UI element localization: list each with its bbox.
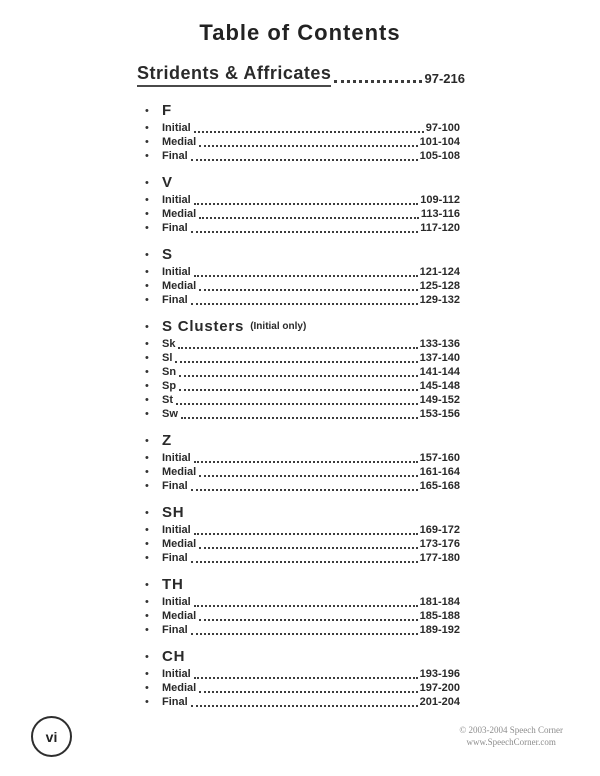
entry-label: Medial	[162, 466, 197, 478]
dot-leader	[199, 547, 417, 549]
toc-section	[145, 433, 460, 493]
bullet-icon: •	[145, 222, 149, 234]
dot-leader	[191, 705, 418, 707]
entry-label: Medial	[162, 280, 197, 292]
dot-leader	[334, 80, 421, 83]
entry-label: Sk	[162, 338, 176, 350]
entry-pages: 109-112	[420, 194, 460, 206]
dot-leader	[199, 691, 417, 693]
toc-section	[145, 319, 460, 421]
entry-label: Initial	[162, 668, 191, 680]
bullet-icon: •	[145, 380, 149, 392]
bullet-icon: •	[145, 480, 149, 492]
bullet-icon: •	[145, 280, 149, 292]
entry-pages: 105-108	[419, 150, 460, 162]
entry-pages: 125-128	[419, 280, 460, 292]
copyright-line2: www.SpeechCorner.com	[466, 737, 556, 748]
dot-leader	[178, 347, 417, 349]
bullet-icon: •	[145, 366, 149, 378]
entry-pages: 145-148	[419, 380, 460, 392]
bullet-icon: •	[145, 507, 149, 519]
copyright-line1: © 2003-2004 Speech Corner	[459, 725, 563, 735]
entry-label: Final	[162, 696, 188, 708]
toc-entry	[145, 135, 460, 149]
section-header	[145, 175, 460, 191]
entry-pages: 121-124	[419, 266, 460, 278]
dot-leader	[199, 475, 417, 477]
dot-leader	[194, 131, 424, 133]
bullet-icon: •	[145, 452, 149, 464]
toc-entry	[145, 207, 460, 221]
toc-entry	[145, 365, 460, 379]
copyright	[459, 724, 563, 748]
page-number-badge	[31, 716, 72, 757]
section-header	[145, 103, 460, 119]
section-header	[145, 319, 460, 335]
toc-section	[145, 103, 460, 163]
toc-entry	[145, 279, 460, 293]
toc-heading-label: Stridents & Affricates	[137, 63, 331, 87]
toc-entry	[145, 681, 460, 695]
toc-entry	[145, 293, 460, 307]
toc-entry	[145, 465, 460, 479]
entry-label: Medial	[162, 610, 197, 622]
entry-pages: 169-172	[419, 524, 460, 536]
bullet-icon: •	[145, 552, 149, 564]
section-header	[145, 247, 460, 263]
page-number: vi	[45, 728, 58, 745]
bullet-icon: •	[145, 696, 149, 708]
toc-section	[145, 649, 460, 709]
entry-label: Medial	[162, 538, 197, 550]
bullet-icon: •	[145, 352, 149, 364]
bullet-icon: •	[145, 408, 149, 420]
toc-section	[145, 175, 460, 235]
bullet-icon: •	[145, 524, 149, 536]
dot-leader	[191, 303, 418, 305]
entry-label: Sw	[162, 408, 178, 420]
entry-pages: 101-104	[419, 136, 460, 148]
toc-entry	[145, 221, 460, 235]
toc-entry	[145, 379, 460, 393]
entry-pages: 189-192	[419, 624, 460, 636]
toc-entry	[145, 695, 460, 709]
toc-entry	[145, 479, 460, 493]
entry-label: Final	[162, 480, 188, 492]
bullet-icon: •	[145, 579, 149, 591]
section-title: TH	[162, 576, 184, 593]
bullet-icon: •	[145, 294, 149, 306]
toc-entry	[145, 609, 460, 623]
dot-leader	[194, 203, 419, 205]
toc-sections	[145, 103, 460, 709]
dot-leader	[194, 461, 418, 463]
page-title: Table of Contents	[199, 20, 401, 45]
dot-leader	[191, 159, 418, 161]
entry-label: Final	[162, 294, 188, 306]
bullet-icon: •	[145, 208, 149, 220]
section-title: V	[162, 174, 173, 191]
toc-entry	[145, 149, 460, 163]
entry-label: Initial	[162, 266, 191, 278]
entry-pages: 141-144	[419, 366, 460, 378]
entry-label: Initial	[162, 194, 191, 206]
dot-leader	[191, 561, 418, 563]
dot-leader	[191, 633, 418, 635]
bullet-icon: •	[145, 194, 149, 206]
entry-pages: 133-136	[419, 338, 460, 350]
dot-leader	[194, 677, 418, 679]
toc-entry	[145, 537, 460, 551]
entry-label: Medial	[162, 682, 197, 694]
entry-label: Initial	[162, 452, 191, 464]
entry-pages: 137-140	[419, 352, 460, 364]
dot-leader	[191, 489, 418, 491]
entry-label: Final	[162, 624, 188, 636]
entry-pages: 201-204	[419, 696, 460, 708]
bullet-icon: •	[145, 177, 149, 189]
bullet-icon: •	[145, 105, 149, 117]
dot-leader	[191, 231, 419, 233]
dot-leader	[179, 389, 418, 391]
bullet-icon: •	[145, 610, 149, 622]
bullet-icon: •	[145, 321, 149, 333]
bullet-icon: •	[145, 596, 149, 608]
dot-leader	[194, 533, 418, 535]
toc-entry	[145, 623, 460, 637]
bullet-icon: •	[145, 338, 149, 350]
entry-label: Medial	[162, 136, 197, 148]
bullet-icon: •	[145, 668, 149, 680]
bullet-icon: •	[145, 466, 149, 478]
section-title: S	[162, 246, 173, 263]
section-header	[145, 577, 460, 593]
toc-entry	[145, 551, 460, 565]
section-header	[145, 433, 460, 449]
entry-pages: 153-156	[419, 408, 460, 420]
entry-pages: 97-100	[425, 122, 460, 134]
dot-leader	[194, 605, 418, 607]
entry-label: Sp	[162, 380, 177, 392]
entry-pages: 165-168	[419, 480, 460, 492]
toc-entry	[145, 407, 460, 421]
entry-pages: 197-200	[419, 682, 460, 694]
dot-leader	[181, 417, 418, 419]
toc-entry	[145, 351, 460, 365]
entry-label: Initial	[162, 596, 191, 608]
bullet-icon: •	[145, 150, 149, 162]
bullet-icon: •	[145, 249, 149, 261]
bullet-icon: •	[145, 136, 149, 148]
toc-section	[145, 247, 460, 307]
section-header	[145, 505, 460, 521]
bullet-icon: •	[145, 651, 149, 663]
dot-leader	[176, 403, 418, 405]
section-header	[145, 649, 460, 665]
toc-section	[145, 505, 460, 565]
entry-label: Sl	[162, 352, 173, 364]
entry-pages: 177-180	[419, 552, 460, 564]
dot-leader	[175, 361, 417, 363]
toc-entry	[145, 523, 460, 537]
bullet-icon: •	[145, 435, 149, 447]
bullet-icon: •	[145, 682, 149, 694]
dot-leader	[179, 375, 418, 377]
entry-pages: 149-152	[419, 394, 460, 406]
entry-pages: 173-176	[419, 538, 460, 550]
dot-leader	[199, 289, 417, 291]
toc-entry	[145, 265, 460, 279]
bullet-icon: •	[145, 538, 149, 550]
toc-entry	[145, 451, 460, 465]
entry-pages: 181-184	[419, 596, 460, 608]
toc-entry	[145, 393, 460, 407]
bullet-icon: •	[145, 394, 149, 406]
bullet-icon: •	[145, 122, 149, 134]
entry-label: Final	[162, 150, 188, 162]
entry-pages: 117-120	[420, 222, 460, 234]
section-title: S Clusters	[162, 318, 245, 335]
bullet-icon: •	[145, 624, 149, 636]
toc-heading-pages: 97-216	[424, 71, 465, 86]
entry-pages: 113-116	[420, 208, 460, 220]
toc-entry	[145, 121, 460, 135]
entry-label: Initial	[162, 122, 191, 134]
section-title: Z	[162, 432, 172, 449]
toc-entry	[145, 667, 460, 681]
entry-label: Sn	[162, 366, 177, 378]
entry-pages: 161-164	[419, 466, 460, 478]
section-note: (Initial only)	[250, 321, 307, 332]
dot-leader	[199, 145, 417, 147]
entry-pages: 193-196	[419, 668, 460, 680]
bullet-icon: •	[145, 266, 149, 278]
section-title: F	[162, 102, 172, 119]
entry-label: Final	[162, 222, 188, 234]
toc-section	[145, 577, 460, 637]
section-title: SH	[162, 504, 185, 521]
toc-entry	[145, 337, 460, 351]
toc-entry	[145, 595, 460, 609]
section-title: CH	[162, 648, 186, 665]
entry-pages: 129-132	[419, 294, 460, 306]
toc-heading	[137, 63, 465, 87]
entry-label: Medial	[162, 208, 197, 220]
entry-pages: 185-188	[419, 610, 460, 622]
dot-leader	[199, 619, 417, 621]
entry-label: Initial	[162, 524, 191, 536]
toc-entry	[145, 193, 460, 207]
entry-label: St	[162, 394, 173, 406]
entry-label: Final	[162, 552, 188, 564]
entry-pages: 157-160	[419, 452, 460, 464]
dot-leader	[199, 217, 419, 219]
dot-leader	[194, 275, 418, 277]
